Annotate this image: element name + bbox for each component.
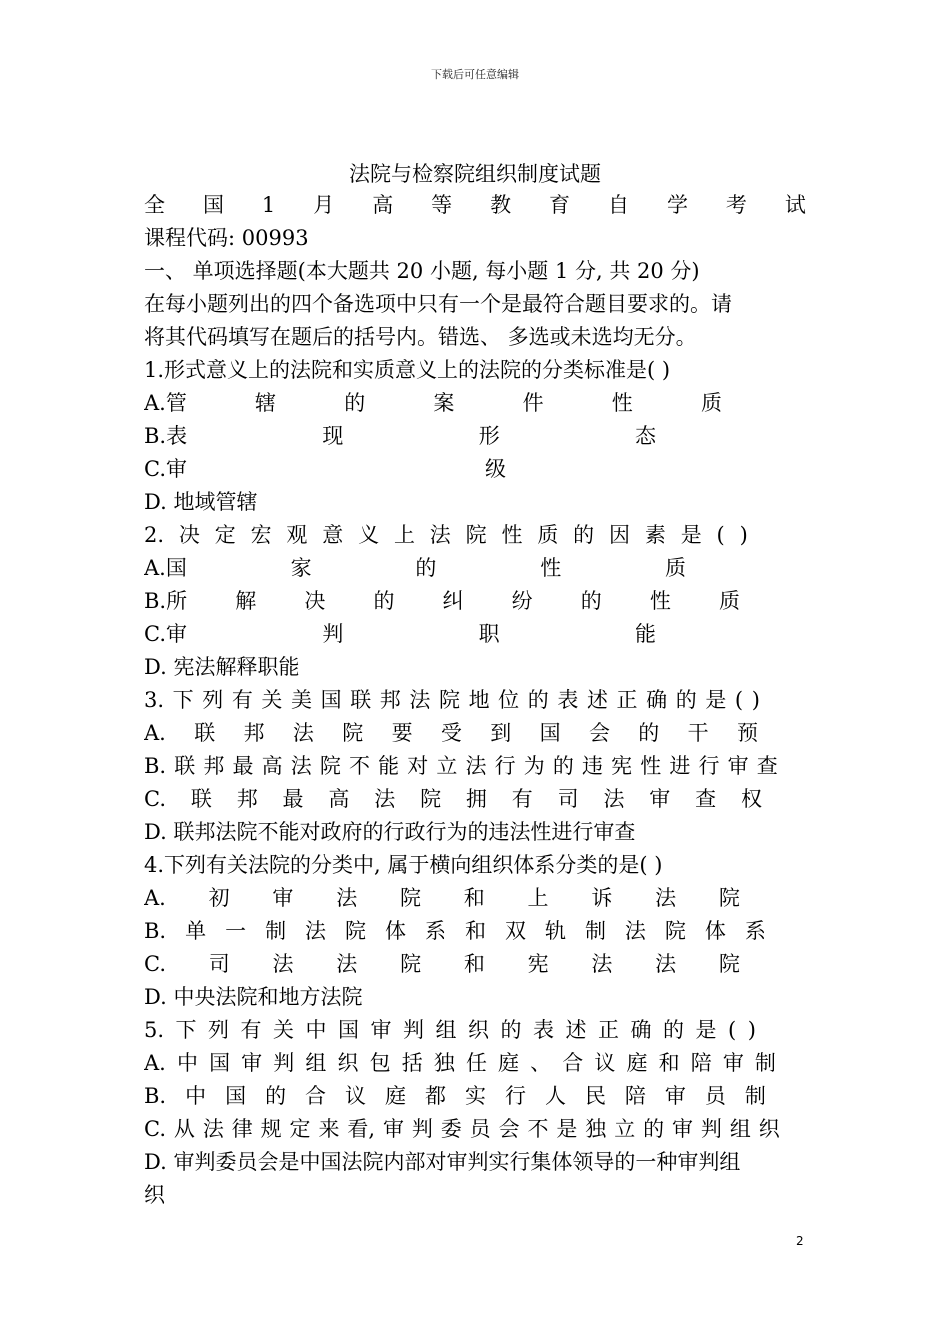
question-5-option-a <box>144 1047 776 1080</box>
question-3-option-b-segment: 最 <box>232 754 254 778</box>
question-3-option-b-segment: 进 <box>669 754 691 778</box>
question-3-option-a-segment: 院 <box>342 721 364 745</box>
question-5-option-c-segment: 审 <box>382 1117 404 1141</box>
question-4-option-d: D. 中央法院和地方法院 <box>144 985 363 1009</box>
question-3-segment: 位 <box>498 688 520 712</box>
question-3-segment: ( <box>734 688 744 712</box>
question-5-option-b-segment: 制 <box>744 1084 766 1108</box>
question-2-option-a <box>144 552 686 585</box>
question-5-option-c-segment: 定 <box>289 1117 311 1141</box>
question-2-option-c-segment: 判 <box>322 622 344 646</box>
question-2-option-a-segment: 的 <box>415 556 437 580</box>
question-1-option-a-segment: A.管 <box>144 391 187 415</box>
question-2-segment: 法 <box>429 523 451 547</box>
question-4-option-b-segment: B. <box>144 919 167 943</box>
question-4-option-a-segment: 院 <box>718 886 740 910</box>
question-4-option-b-segment: 制 <box>584 919 606 943</box>
question-5-option-a-segment: 、 <box>530 1051 552 1075</box>
question-5-segment: 是 <box>695 1018 717 1042</box>
question-5-segment: 国 <box>338 1018 360 1042</box>
question-3-segment: 述 <box>586 688 608 712</box>
exam-info-line <box>144 189 806 222</box>
question-3-segment: 是 <box>705 688 727 712</box>
question-3-segment: 的 <box>675 688 697 712</box>
question-3-option-b-segment: 审 <box>727 754 749 778</box>
exam-info-line-segment: 1 <box>261 193 276 217</box>
question-3-option-b-segment: 邦 <box>203 754 225 778</box>
question-4-option-c-segment: C. <box>144 952 166 976</box>
question-4-option-a-segment: 法 <box>336 886 358 910</box>
question-4-option-b-segment: 双 <box>504 919 526 943</box>
question-4-option-b-segment: 制 <box>265 919 287 943</box>
question-5-option-c-segment: 从 <box>173 1117 195 1141</box>
section-heading: 一、 单项选择题(本大题共 20 小题, 每小题 1 分, 共 20 分) <box>144 259 700 283</box>
question-3-option-c-segment: 法 <box>603 787 625 811</box>
question-2-segment: 决 <box>178 523 200 547</box>
question-2-segment: 观 <box>286 523 308 547</box>
header-note: 下载后可任意编辑 <box>431 68 519 81</box>
question-3-option-c-segment: 司 <box>557 787 579 811</box>
question-5-option-a-segment: 合 <box>562 1051 584 1075</box>
question-5-segment: 关 <box>273 1018 295 1042</box>
question-5-option-d-continued: 织 <box>144 1183 165 1207</box>
question-1-option-b-segment: 态 <box>635 424 656 448</box>
question-4-option-a-segment: 初 <box>208 886 230 910</box>
question-3-segment: 联 <box>350 688 372 712</box>
question-5-option-c <box>144 1113 780 1146</box>
question-3-option-c-segment: 权 <box>740 787 762 811</box>
exam-info-line-segment: 考 <box>725 193 747 217</box>
question-5-option-c-segment: 是 <box>556 1117 578 1141</box>
question-2-segment: 定 <box>214 523 236 547</box>
question-3-option-c-segment: 审 <box>649 787 671 811</box>
question-3 <box>144 684 760 717</box>
question-3-option-b-segment: 宪 <box>611 754 633 778</box>
question-3-option-c <box>144 783 762 816</box>
question-2-option-b-segment: 的 <box>373 589 395 613</box>
question-5-option-b-segment: 合 <box>305 1084 327 1108</box>
question-5-segment: 确 <box>630 1018 652 1042</box>
question-3-segment: 法 <box>409 688 431 712</box>
question-2-option-b-segment: 决 <box>304 589 326 613</box>
question-2-option-b-segment: 纠 <box>442 589 464 613</box>
question-2-option-b-segment: 解 <box>235 589 257 613</box>
question-5-segment: 列 <box>208 1018 230 1042</box>
question-3-option-a-segment: 国 <box>539 721 561 745</box>
question-3-segment: 3. <box>144 688 165 712</box>
question-5-option-c-segment: 法 <box>202 1117 224 1141</box>
question-2-segment: 性 <box>501 523 523 547</box>
question-5-option-a-segment: A. <box>144 1051 166 1075</box>
exam-info-line-segment: 教 <box>490 193 512 217</box>
question-2-option-c <box>144 618 656 651</box>
question-3-option-a-segment: 到 <box>490 721 512 745</box>
question-5-option-c-segment: 律 <box>231 1117 253 1141</box>
question-5-option-c-segment: 立 <box>614 1117 636 1141</box>
question-2-option-c-segment: 能 <box>634 622 656 646</box>
question-4-option-c-segment: 司 <box>208 952 230 976</box>
question-2-segment: 因 <box>609 523 631 547</box>
question-5 <box>144 1014 756 1047</box>
question-5-segment: 下 <box>175 1018 197 1042</box>
question-5-option-a-segment: 判 <box>273 1051 295 1075</box>
question-3-option-d: D. 联邦法院不能对政府的行政行为的违法性进行审查 <box>144 820 636 844</box>
question-4-option-c-segment: 和 <box>463 952 485 976</box>
question-5-option-a-segment: 审 <box>722 1051 744 1075</box>
question-3-option-a-segment: 会 <box>588 721 610 745</box>
question-2-segment: 的 <box>573 523 595 547</box>
question-4-option-a-segment: 上 <box>527 886 549 910</box>
question-4-option-a-segment: 诉 <box>591 886 613 910</box>
question-2-segment: 素 <box>644 523 666 547</box>
question-3-option-c-segment: 邦 <box>236 787 258 811</box>
question-5-option-a-segment: 任 <box>465 1051 487 1075</box>
question-3-option-a-segment: 联 <box>194 721 216 745</box>
question-3-option-c-segment: C. <box>144 787 166 811</box>
question-5-option-b-segment: 人 <box>544 1084 566 1108</box>
question-2-segment: 2. <box>144 523 165 547</box>
question-5-option-b-segment: 国 <box>225 1084 247 1108</box>
question-4-option-c-segment: 院 <box>400 952 422 976</box>
question-5-option-c-segment: 不 <box>527 1117 549 1141</box>
question-4: 4.下列有关法院的分类中, 属于横向组织体系分类的是( ) <box>144 853 663 877</box>
question-4-option-c-segment: 法 <box>655 952 677 976</box>
question-3-option-b-segment: 法 <box>290 754 312 778</box>
question-4-option-c-segment: 院 <box>718 952 740 976</box>
question-4-option-c-segment: 法 <box>272 952 294 976</box>
instruction-line-1: 在每小题列出的四个备选项中只有一个是最符合题目要求的。请 <box>144 292 732 316</box>
question-3-segment: 院 <box>438 688 460 712</box>
question-3-option-b-segment: 能 <box>378 754 400 778</box>
question-3-option-c-segment: 院 <box>420 787 442 811</box>
question-5-option-c-segment: 会 <box>498 1117 520 1141</box>
question-5-segment: 织 <box>468 1018 490 1042</box>
question-5-option-b-segment: 实 <box>464 1084 486 1108</box>
question-5-option-a-segment: 组 <box>305 1051 327 1075</box>
exam-info-line-segment: 等 <box>431 193 453 217</box>
question-5-option-a-segment: 独 <box>433 1051 455 1075</box>
exam-info-line-segment: 试 <box>784 193 806 217</box>
question-4-option-c <box>144 948 740 981</box>
question-5-option-b-segment: 都 <box>425 1084 446 1108</box>
question-2-option-b <box>144 585 740 618</box>
question-2-option-b-segment: 的 <box>580 589 602 613</box>
question-3-option-b-segment: 行 <box>698 754 720 778</box>
question-4-option-b-segment: 体 <box>704 919 726 943</box>
question-1-option-a <box>144 387 722 420</box>
question-2-option-a-segment: 家 <box>290 556 312 580</box>
exam-info-line-segment: 育 <box>549 193 571 217</box>
question-1-option-a-segment: 性 <box>611 391 633 415</box>
question-5-segment: 判 <box>403 1018 425 1042</box>
question-4-option-b-segment: 和 <box>464 919 486 943</box>
question-2-option-a-segment: A.国 <box>144 556 187 580</box>
question-5-segment: ( <box>728 1018 737 1042</box>
question-5-segment: 的 <box>663 1018 685 1042</box>
question-5-option-c-segment: 独 <box>585 1117 607 1141</box>
question-3-option-b-segment: 性 <box>640 754 662 778</box>
question-2-option-b-segment: 质 <box>718 589 740 613</box>
question-3-option-b-segment: 行 <box>494 754 516 778</box>
question-5-option-c-segment: 看, <box>347 1117 376 1141</box>
question-4-option-b-segment: 一 <box>225 919 247 943</box>
exam-info-line-segment: 国 <box>202 193 224 217</box>
question-3-segment: 列 <box>202 688 224 712</box>
question-4-option-b-segment: 轨 <box>544 919 566 943</box>
question-3-option-b-segment: 对 <box>407 754 429 778</box>
question-3-option-b-segment: B. <box>144 754 167 778</box>
question-2-option-b-segment: B.所 <box>144 589 188 613</box>
question-5-segment: 审 <box>370 1018 392 1042</box>
question-5-option-c-segment: 组 <box>729 1117 751 1141</box>
question-5-option-a-segment: 织 <box>337 1051 359 1075</box>
question-3-option-a-segment: A. <box>144 721 166 745</box>
document-title: 法院与检察院组织制度试题 <box>349 162 601 186</box>
question-5-option-b-segment: 的 <box>265 1084 287 1108</box>
question-2-option-a-segment: 质 <box>664 556 686 580</box>
question-4-option-b <box>144 915 766 948</box>
question-3-option-c-segment: 高 <box>328 787 350 811</box>
page-number: 2 <box>796 1234 804 1248</box>
question-3-option-b-segment: 法 <box>465 754 487 778</box>
question-3-segment: 正 <box>616 688 638 712</box>
question-4-option-c-segment: 法 <box>591 952 613 976</box>
question-5-option-b-segment: 议 <box>345 1084 367 1108</box>
question-3-option-a-segment: 干 <box>687 721 709 745</box>
question-3-option-b-segment: 不 <box>348 754 370 778</box>
question-1-option-b-segment: B.表 <box>144 424 188 448</box>
question-2-segment: ( <box>716 523 725 547</box>
question-2-option-d: D. 宪法解释职能 <box>144 655 300 679</box>
question-5-option-b <box>144 1080 766 1113</box>
question-3-option-b-segment: 院 <box>319 754 341 778</box>
exam-info-line-segment: 高 <box>372 193 394 217</box>
question-5-option-a-segment: 议 <box>594 1051 616 1075</box>
question-5-option-c-segment: 判 <box>411 1117 433 1141</box>
question-5-segment: 正 <box>598 1018 620 1042</box>
question-4-option-b-segment: 院 <box>664 919 686 943</box>
question-3-option-b-segment: 立 <box>436 754 458 778</box>
question-2-option-a-segment: 性 <box>540 556 562 580</box>
course-code-line: 课程代码: 00993 <box>144 226 309 250</box>
question-5-option-b-segment: 行 <box>504 1084 526 1108</box>
question-2-segment: 是 <box>680 523 702 547</box>
question-1-option-b-segment: 现 <box>322 424 344 448</box>
exam-info-line-segment: 全 <box>144 193 165 217</box>
question-4-option-c-segment: 宪 <box>527 952 549 976</box>
question-3-option-c-segment: 查 <box>695 787 717 811</box>
question-5-option-c-segment: 审 <box>672 1117 693 1141</box>
question-3-segment: 邦 <box>379 688 401 712</box>
question-5-option-a-segment: 审 <box>241 1051 263 1075</box>
question-1-option-c-segment: 级 <box>485 457 506 481</box>
question-3-option-a-segment: 的 <box>638 721 660 745</box>
question-3-option-b-segment: 高 <box>261 754 283 778</box>
question-3-option-b-segment: 联 <box>174 754 196 778</box>
question-5-option-c-segment: 委 <box>440 1117 462 1141</box>
question-5-option-c-segment: 织 <box>758 1117 780 1141</box>
question-3-segment: 的 <box>527 688 549 712</box>
question-5-option-c-segment: C. <box>144 1117 166 1141</box>
question-4-option-a-segment: 和 <box>463 886 485 910</box>
question-2-option-b-segment: 性 <box>649 589 671 613</box>
question-3-option-a-segment: 预 <box>736 721 758 745</box>
question-2-option-b-segment: 纷 <box>511 589 533 613</box>
question-5-segment: 有 <box>240 1018 262 1042</box>
question-1-option-a-segment: 辖 <box>255 391 277 415</box>
question-4-option-a-segment: 院 <box>399 886 421 910</box>
question-2-segment: 上 <box>393 523 415 547</box>
question-2-segment: 义 <box>358 523 380 547</box>
question-3-segment: 表 <box>557 688 579 712</box>
question-4-option-b-segment: 法 <box>305 919 327 943</box>
question-5-option-a-segment: 庭 <box>498 1051 520 1075</box>
question-5-segment: 中 <box>305 1018 327 1042</box>
question-3-segment: 地 <box>468 688 490 712</box>
question-3-option-a <box>144 717 758 750</box>
question-3-option-c-segment: 最 <box>282 787 304 811</box>
question-3-option-a-segment: 邦 <box>243 721 265 745</box>
question-5-option-a-segment: 制 <box>754 1051 776 1075</box>
question-5-segment: 5. <box>144 1018 165 1042</box>
question-3-option-b-segment: 的 <box>552 754 574 778</box>
question-1-option-d: D. 地域管辖 <box>144 490 258 514</box>
question-3-segment: 有 <box>231 688 253 712</box>
question-5-option-a-segment: 中 <box>176 1051 198 1075</box>
question-5-option-b-segment: 员 <box>704 1084 726 1108</box>
question-5-option-b-segment: 中 <box>185 1084 207 1108</box>
question-5-option-c-segment: 判 <box>700 1117 722 1141</box>
question-4-option-a-segment: 审 <box>272 886 294 910</box>
question-5-option-a-segment: 和 <box>658 1051 680 1075</box>
question-4-option-b-segment: 系 <box>744 919 766 943</box>
question-4-option-b-segment: 系 <box>425 919 446 943</box>
question-4-option-b-segment: 法 <box>624 919 646 943</box>
question-1-option-b <box>144 420 656 453</box>
question-4-option-a-segment: 法 <box>655 886 677 910</box>
question-5-segment: 述 <box>565 1018 587 1042</box>
question-3-segment: 关 <box>261 688 283 712</box>
question-1-option-a-segment: 的 <box>344 391 366 415</box>
question-5-segment: 组 <box>435 1018 457 1042</box>
question-2-segment: 质 <box>537 523 559 547</box>
question-4-option-b-segment: 体 <box>385 919 407 943</box>
question-5-option-b-segment: 陪 <box>624 1084 646 1108</box>
question-1-option-a-segment: 件 <box>522 391 544 415</box>
question-3-segment: 国 <box>320 688 342 712</box>
question-1-option-c-segment: C.审 <box>144 457 187 481</box>
question-2-segment: 宏 <box>250 523 272 547</box>
question-1-option-c <box>144 453 506 486</box>
question-1: 1.形式意义上的法院和实质意义上的法院的分类标准是( ) <box>144 358 671 382</box>
question-3-option-c-segment: 法 <box>374 787 396 811</box>
question-4-option-b-segment: 院 <box>345 919 367 943</box>
question-5-segment: 的 <box>500 1018 522 1042</box>
question-2-segment: ) <box>739 523 748 547</box>
question-3-option-a-segment: 要 <box>391 721 413 745</box>
instruction-line-2: 将其代码填写在题后的括号内。错选、 多选或未选均无分。 <box>144 325 697 349</box>
question-3-option-a-segment: 法 <box>292 721 314 745</box>
question-5-option-b-segment: 民 <box>584 1084 606 1108</box>
question-5-option-a-segment: 国 <box>209 1051 231 1075</box>
question-5-option-a-segment: 包 <box>369 1051 391 1075</box>
question-3-option-b-segment: 查 <box>756 754 778 778</box>
question-5-segment: ) <box>747 1018 756 1042</box>
question-2 <box>144 519 748 552</box>
question-5-option-b-segment: 审 <box>664 1084 686 1108</box>
question-3-segment: 下 <box>172 688 194 712</box>
question-3-option-c-segment: 有 <box>511 787 533 811</box>
question-5-option-c-segment: 的 <box>643 1117 665 1141</box>
question-3-segment: ) <box>751 688 760 712</box>
exam-info-line-segment: 学 <box>666 193 688 217</box>
question-5-segment: 表 <box>533 1018 555 1042</box>
question-4-option-c-segment: 法 <box>336 952 358 976</box>
question-5-option-a-segment: 陪 <box>690 1051 712 1075</box>
question-3-option-b-segment: 为 <box>523 754 545 778</box>
question-5-option-d: D. 审判委员会是中国法院内部对审判实行集体领导的一种审判组 <box>144 1150 741 1174</box>
question-3-option-b-segment: 违 <box>581 754 603 778</box>
question-5-option-c-segment: 来 <box>318 1117 340 1141</box>
question-5-option-a-segment: 括 <box>401 1051 423 1075</box>
question-2-segment: 院 <box>465 523 487 547</box>
exam-info-line-segment: 月 <box>313 193 335 217</box>
question-5-option-b-segment: B. <box>144 1084 167 1108</box>
question-2-segment: 意 <box>322 523 344 547</box>
question-3-option-b <box>144 750 778 783</box>
question-1-option-a-segment: 质 <box>700 391 722 415</box>
question-5-option-b-segment: 庭 <box>385 1084 407 1108</box>
question-2-option-c-segment: 职 <box>478 622 500 646</box>
question-5-option-c-segment: 员 <box>469 1117 491 1141</box>
exam-info-line-segment: 自 <box>608 193 629 217</box>
question-4-option-a <box>144 882 740 915</box>
document-body <box>144 189 806 1212</box>
question-3-option-a-segment: 受 <box>440 721 462 745</box>
question-3-option-c-segment: 联 <box>190 787 212 811</box>
question-5-option-a-segment: 庭 <box>626 1051 648 1075</box>
question-3-segment: 美 <box>291 688 313 712</box>
question-1-option-b-segment: 形 <box>478 424 500 448</box>
question-3-option-c-segment: 拥 <box>465 787 487 811</box>
question-4-option-b-segment: 单 <box>185 919 207 943</box>
question-2-option-c-segment: C.审 <box>144 622 187 646</box>
question-3-segment: 确 <box>646 688 668 712</box>
question-5-option-c-segment: 规 <box>260 1117 282 1141</box>
question-1-option-a-segment: 案 <box>433 391 455 415</box>
question-4-option-a-segment: A. <box>144 886 166 910</box>
